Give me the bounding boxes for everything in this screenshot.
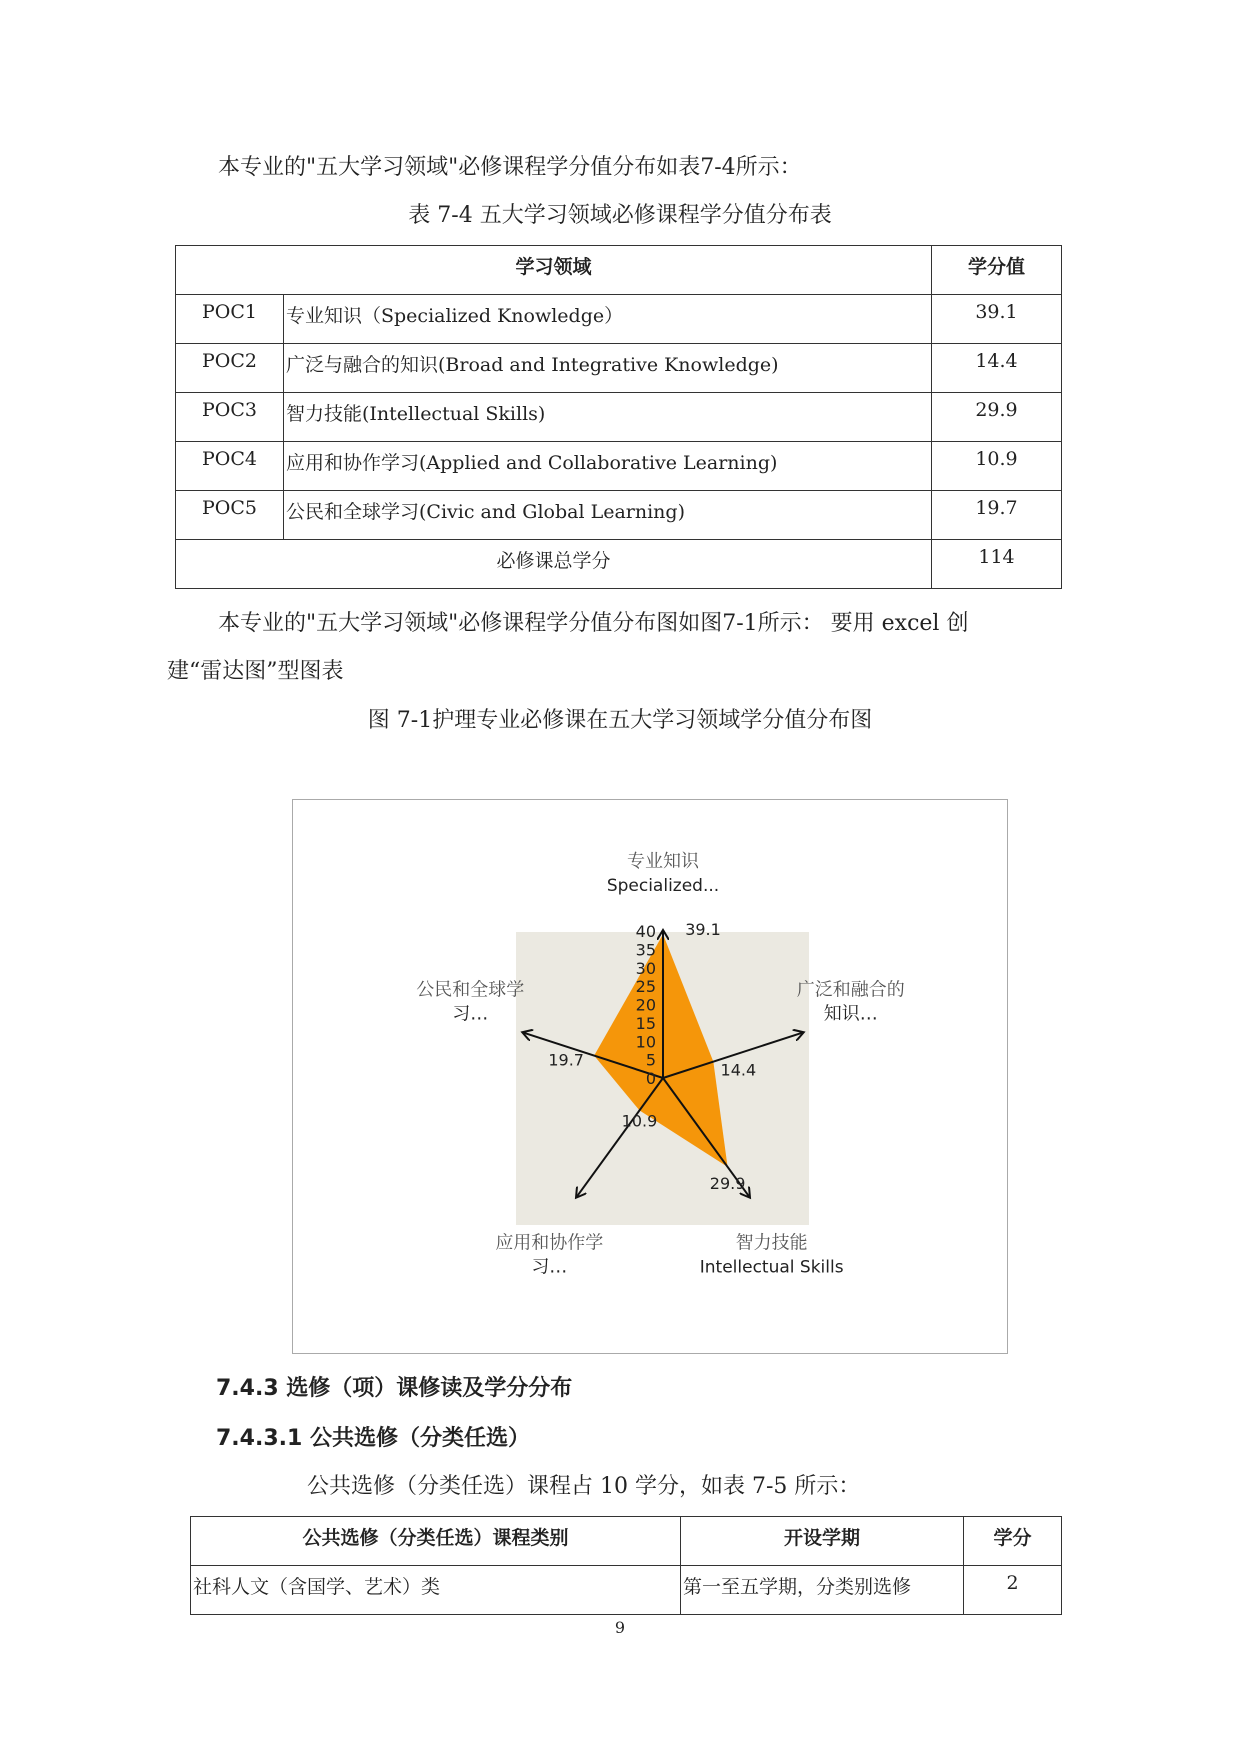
row-credits: 29.9: [932, 393, 1062, 442]
row-code: POC3: [176, 393, 284, 442]
page-number: 9: [614, 1618, 626, 1637]
tick-label: 5: [645, 1050, 656, 1070]
row-code: POC1: [176, 295, 284, 344]
data-label: 19.7: [548, 1050, 584, 1070]
tick-label: 40: [635, 922, 656, 941]
table-row: [176, 295, 1062, 344]
row-code: POC5: [176, 491, 284, 540]
data-label: 10.9: [621, 1111, 658, 1131]
table-row: [176, 393, 1062, 442]
table-total-row: [176, 540, 1062, 589]
row-credits: 39.1: [932, 295, 1062, 344]
table-row: [176, 344, 1062, 393]
header-credits: 学分值: [932, 246, 1062, 295]
row-code: POC4: [176, 442, 284, 491]
category-label: 应用和协作学: [495, 1232, 604, 1254]
header-domain: 学习领域: [176, 246, 932, 295]
row-code: POC2: [176, 344, 284, 393]
data-label: 14.4: [720, 1060, 757, 1080]
tick-label: 30: [635, 958, 656, 978]
header-credits: 学分: [964, 1517, 1062, 1566]
row-category: 社科人文（含国学、艺术）类: [191, 1566, 681, 1615]
data-label: 29.9: [709, 1173, 746, 1193]
table-row: [191, 1566, 1062, 1615]
row-credits: 10.9: [932, 442, 1062, 491]
chart-intro-line1: 本专业的"五大学习领域"必修课程学分值分布图如图7-1所示： 要用 excel 创: [218, 611, 969, 636]
section-heading-7-4-3: 7.4.3 选修（项）课修读及学分分布: [216, 1376, 573, 1401]
category-label: 习…: [452, 1003, 489, 1025]
table-row: [176, 491, 1062, 540]
row-credits: 14.4: [932, 344, 1062, 393]
row-semester: 第一至五学期，分类别选修: [681, 1566, 964, 1615]
table-header-row: [191, 1517, 1062, 1566]
row-name: 应用和协作学习(Applied and Collaborative Learning): [284, 442, 932, 491]
chart-intro-line2: 建“雷达图”型图表: [167, 659, 344, 684]
row-name: 广泛与融合的知识(Broad and Integrative Knowledge): [284, 344, 932, 393]
category-label: 专业知识: [627, 851, 699, 872]
elective-table: [190, 1516, 1062, 1615]
table-header-row: [176, 246, 1062, 295]
total-label: 必修课总学分: [176, 540, 932, 589]
category-label: 智力技能: [735, 1232, 808, 1254]
section-heading-7-4-3-1: 7.4.3.1 公共选修（分类任选）: [216, 1426, 530, 1451]
category-label: Specialized...: [606, 876, 720, 896]
row-credits: 2: [964, 1566, 1062, 1615]
category-label: 习…: [531, 1256, 568, 1278]
figure-caption: 图 7-1护理专业必修课在五大学习领域学分值分布图: [367, 708, 873, 733]
header-category: 公共选修（分类任选）课程类别: [191, 1517, 681, 1566]
category-label: 知识…: [823, 1003, 878, 1025]
tick-label: 25: [635, 977, 656, 997]
credits-table: [175, 245, 1062, 589]
tick-label: 0: [645, 1069, 656, 1088]
row-name: 公民和全球学习(Civic and Global Learning): [284, 491, 932, 540]
radar-chart-frame: [292, 799, 1008, 1354]
tick-label: 15: [635, 1013, 656, 1033]
radar-chart: [293, 800, 1007, 1353]
tick-label: 10: [635, 1032, 656, 1052]
row-name: 专业知识（Specialized Knowledge）: [284, 295, 932, 344]
row-name: 智力技能(Intellectual Skills): [284, 393, 932, 442]
elective-paragraph: 公共选修（分类任选）课程占 10 学分，如表 7-5 所示：: [307, 1474, 861, 1499]
table-caption: 表 7-4 五大学习领域必修课程学分值分布表: [408, 203, 832, 228]
category-label: 广泛和融合的: [796, 979, 905, 1001]
header-semester: 开设学期: [681, 1517, 964, 1566]
category-label: 公民和全球学: [416, 979, 525, 1001]
data-label: 39.1: [685, 920, 721, 939]
table-row: [176, 442, 1062, 491]
intro-paragraph: 本专业的"五大学习领域"必修课程学分值分布如表7-4所示：: [218, 155, 802, 180]
row-credits: 19.7: [932, 491, 1062, 540]
tick-label: 35: [635, 940, 656, 960]
tick-label: 20: [635, 995, 656, 1015]
category-label: Intellectual Skills: [699, 1257, 844, 1278]
total-value: 114: [932, 540, 1062, 589]
